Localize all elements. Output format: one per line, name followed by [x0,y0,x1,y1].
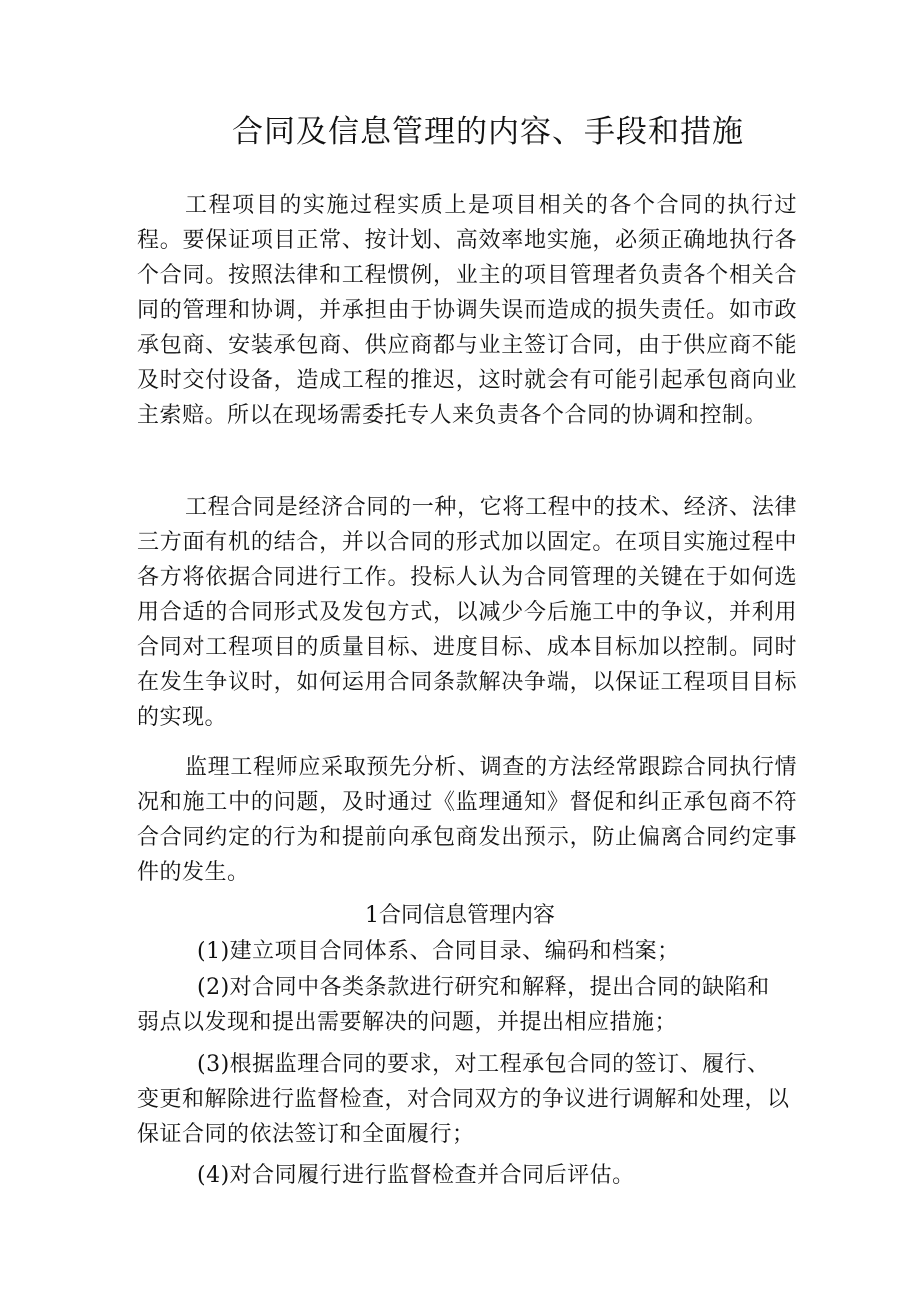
list-item-3: (3)根据监理合同的要求，对工程承包合同的签订、履行、变更和解除进行监督检查，对合同双方的争议进行调解和处理，以保证合同的依法签订和全面履行； [137,1052,790,1147]
paragraph-1: 工程项目的实施过程实质上是项目相关的各个合同的执行过程。要保证项目正常、按计划、高效率地实施，必须正确地执行各个合同。按照法律和工程惯例，业主的项目管理者负责各个相关合同的管理和协调，并承担由于协调失误而造成的损失责任。如市政承包商、安装承包商、供应商都与业主签订合同，由于供应商不能及时交付设备，造成工程的推迟，这时就会有可能引起承包商向业主索赔。所以在现场需委托专人来负责各个合同的协调和控制。 [137,193,797,428]
list-item-1: (1)建立项目合同体系、合同目录、编码和档案； [197,939,680,964]
paragraph-3: 监理工程师应采取预先分析、调查的方法经常跟踪合同执行情况和施工中的问题，及时通过《监理通知》督促和纠正承包商不符合合同约定的行为和提前向承包商发出预示，防止偏离合同约定事件的发生。 [137,755,797,885]
document-title: 合同及信息管理的内容、手段和措施 [232,114,744,150]
section-heading: 1合同信息管理内容 [365,903,555,928]
paragraph-2: 工程合同是经济合同的一种，它将工程中的技术、经济、法律三方面有机的结合，并以合同的形式加以固定。在项目实施过程中各方将依据合同进行工作。投标人认为合同管理的关键在于如何选用合适的合同形式及发包方式，以减少今后施工中的争议，并利用合同对工程项目的质量目标、进度目标、成本目标加以控制。同时在发生争议时，如何运用合同条款解决争端，以保证工程项目目标的实现。 [137,495,797,730]
list-item-2: (2)对合同中各类条款进行研究和解释，提出合同的缺陷和弱点以发现和提出需要解决的问题，并提出相应措施； [137,975,770,1035]
list-item-4: (4)对合同履行进行监督检查并合同后评估。 [197,1163,635,1188]
